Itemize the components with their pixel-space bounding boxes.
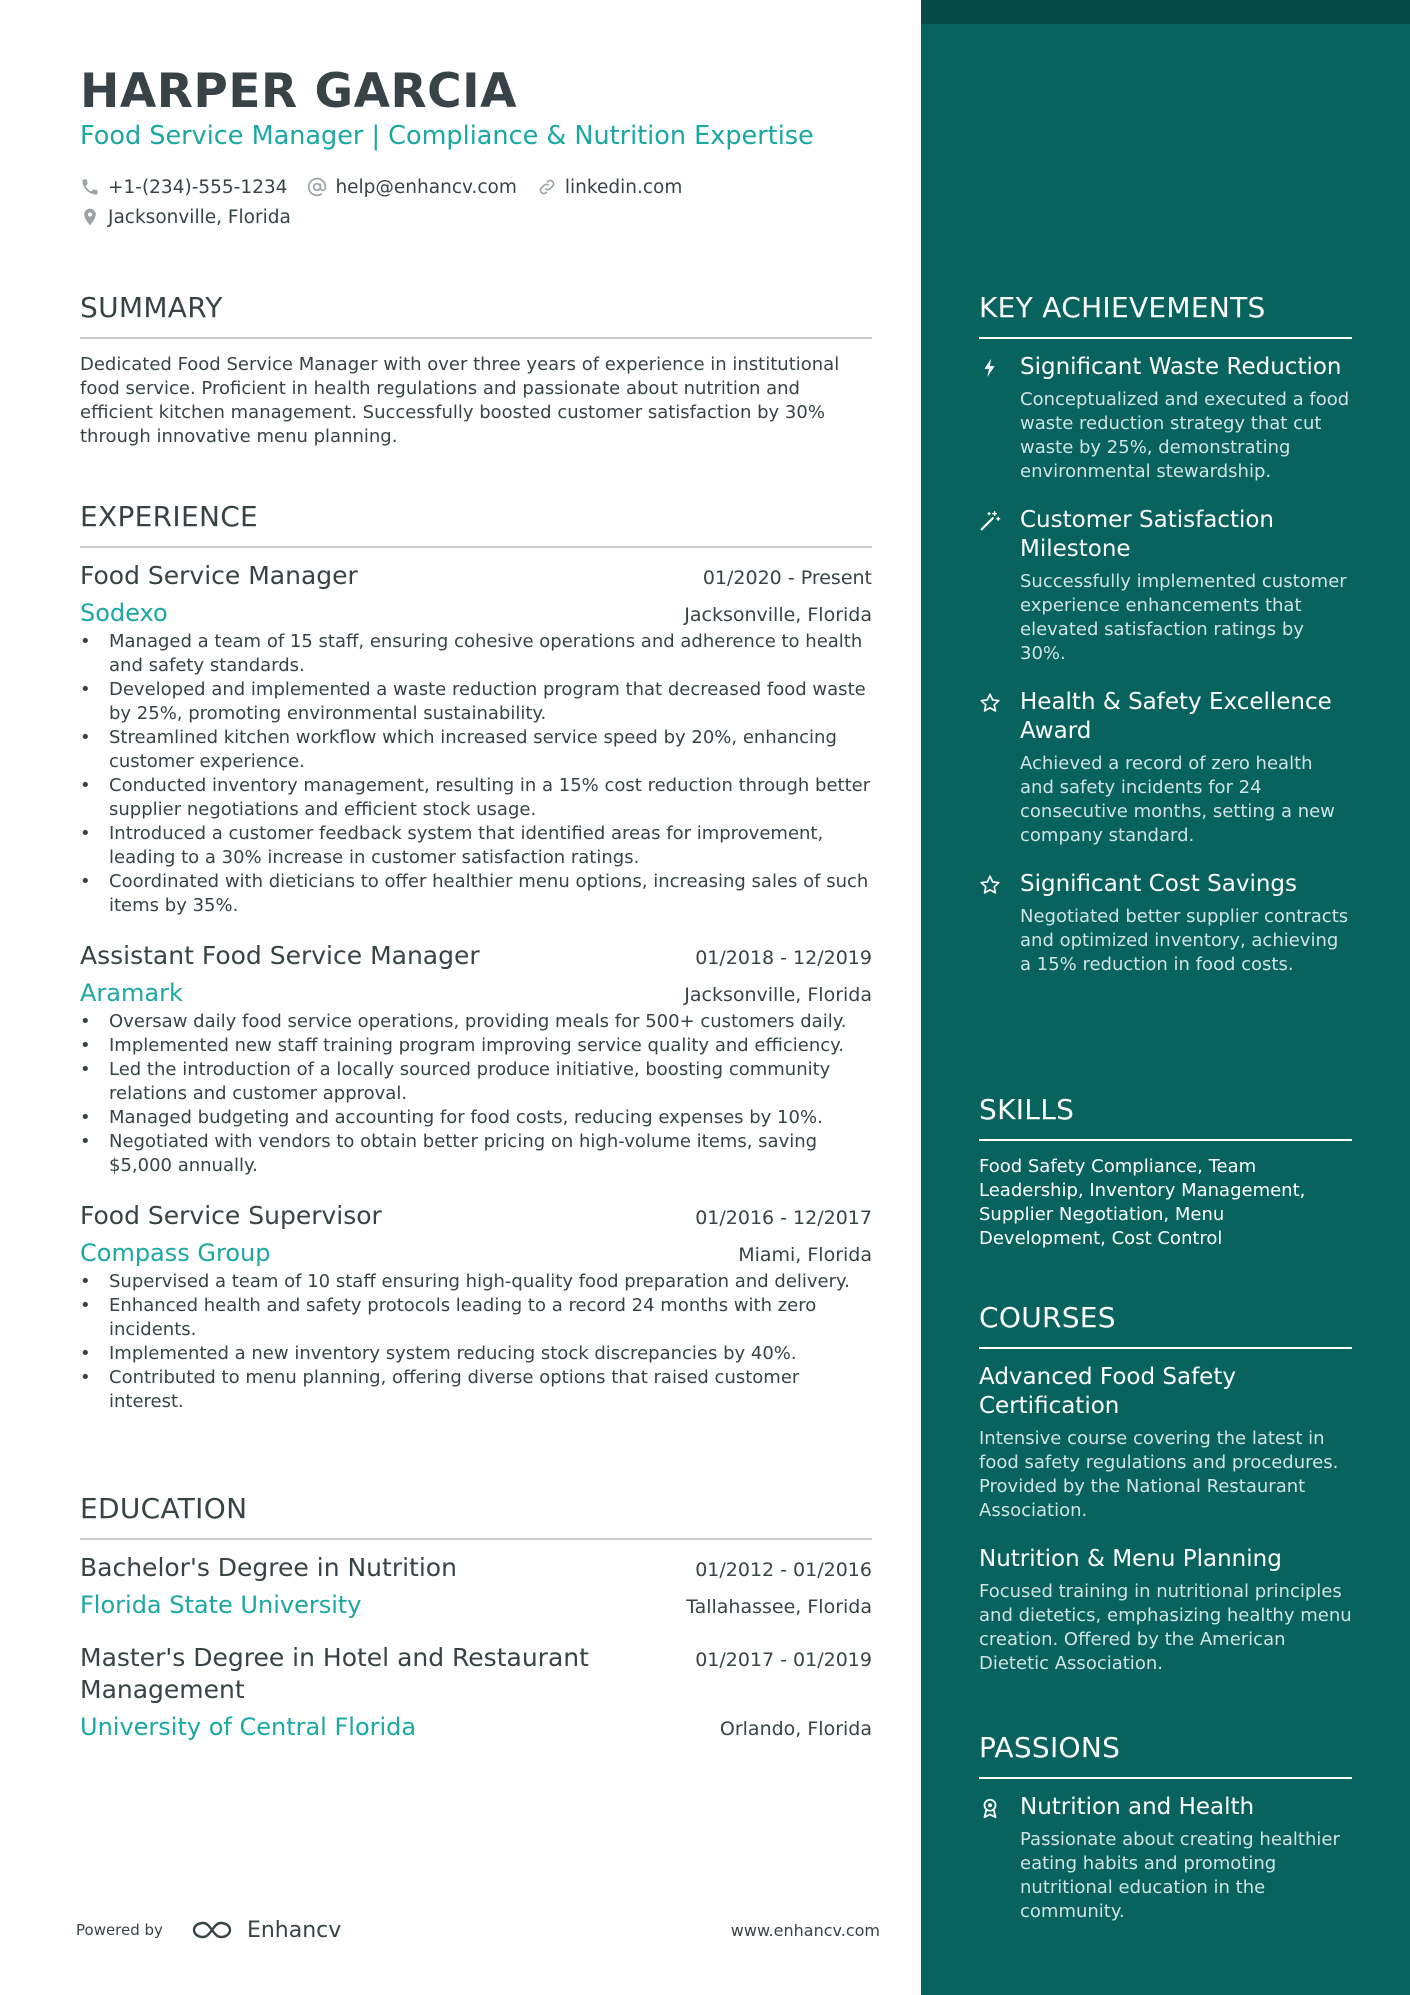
- skills-title: SKILLS: [979, 1093, 1352, 1141]
- course-title: Nutrition & Menu Planning: [979, 1546, 1282, 1572]
- experience-title: EXPERIENCE: [80, 500, 872, 548]
- job-title: Food Service Supervisor: [80, 1201, 382, 1230]
- passions-title: PASSIONS: [979, 1731, 1352, 1779]
- bullet-item: • Enhanced health and safety protocols leading to a record 24 months with zero incidents.: [80, 1294, 872, 1342]
- bullet-item: • Implemented new staff training program improving service quality and efficiency.: [80, 1034, 872, 1058]
- star-icon: [979, 874, 1001, 896]
- award-ribbon-icon: [979, 1797, 1001, 1819]
- education-date: 01/2017 - 01/2019: [695, 1649, 872, 1671]
- achievements-title: KEY ACHIEVEMENTS: [979, 291, 1352, 339]
- achievement-title: Significant Cost Savings: [1020, 871, 1297, 897]
- location-text: Jacksonville, Florida: [108, 206, 291, 228]
- job-location: Miami, Florida: [738, 1244, 872, 1266]
- skills-section: [979, 1093, 1352, 1251]
- job-bullets: [80, 1010, 872, 1178]
- phone-text: +1-(234)-555-1234: [108, 176, 288, 198]
- job-location: Jacksonville, Florida: [684, 984, 872, 1006]
- job-title: Food Service Manager: [80, 561, 358, 590]
- achievement-desc: Negotiated better supplier contracts and optimized inventory, achieving a 15% reduction in food costs.: [1020, 906, 1349, 975]
- linkedin-contact[interactable]: [537, 177, 682, 198]
- summary-section: [80, 291, 872, 449]
- bullet-item: • Introduced a customer feedback system that identified areas for improvement, leading to a 30% increase in customer satisfaction ratings.: [80, 822, 872, 870]
- bolt-icon: [979, 357, 1001, 379]
- contact-info: [80, 172, 702, 232]
- bullet-item: • Managed a team of 15 staff, ensuring cohesive operations and adherence to health and safety standards.: [80, 630, 872, 678]
- experience-section: [80, 500, 872, 1414]
- location-pin-icon: [80, 207, 100, 227]
- bullet-item: • Coordinated with dieticians to offer healthier menu options, increasing sales of such items by 35%.: [80, 870, 872, 918]
- achievement-item: [979, 353, 1352, 484]
- bullet-item: • Oversaw daily food service operations, providing meals for 500+ customers daily.: [80, 1010, 872, 1034]
- job-entry: [80, 1200, 872, 1414]
- star-icon: [979, 692, 1001, 714]
- powered-by-text: Powered by: [76, 1921, 163, 1939]
- achievement-desc: Achieved a record of zero health and safety incidents for 24 consecutive months, setting a new company standard.: [1020, 753, 1335, 846]
- job-entry: [80, 560, 872, 918]
- school-name: University of Central Florida: [80, 1713, 417, 1741]
- summary-text: Dedicated Food Service Manager with over three years of experience in institutional food service. Proficient in health regulations and passionate about nutrition and efficient kitchen management. Successfully boosted customer satisfaction by 30% through innovative menu planning.: [80, 354, 840, 447]
- degree-title: Master's Degree in Hotel and Restaurant Management: [80, 1643, 589, 1704]
- magic-wand-icon: [979, 510, 1001, 532]
- brand-logo[interactable]: [189, 1918, 341, 1943]
- candidate-headline: Food Service Manager | Compliance & Nutrition Expertise: [80, 121, 814, 151]
- achievement-title: Customer Satisfaction Milestone: [1020, 507, 1275, 562]
- courses-title: COURSES: [979, 1301, 1352, 1349]
- bullet-item: • Streamlined kitchen workflow which increased service speed by 20%, enhancing customer experience.: [80, 726, 872, 774]
- skills-text: Food Safety Compliance, Team Leadership, Inventory Management, Supplier Negotiation, Menu Development, Cost Control: [979, 1156, 1306, 1249]
- bullet-item: • Supervised a team of 10 staff ensuring high-quality food preparation and delivery.: [80, 1270, 872, 1294]
- bullet-item: • Developed and implemented a waste reduction program that decreased food waste by 25%, promoting environmental sustainability.: [80, 678, 872, 726]
- link-icon: [537, 177, 557, 197]
- footer: [76, 1915, 880, 1945]
- achievements-section: [979, 291, 1352, 977]
- passion-item: [979, 1793, 1352, 1924]
- bullet-item: • Led the introduction of a locally sourced produce initiative, boosting community relations and customer approval.: [80, 1058, 872, 1106]
- achievement-desc: Conceptualized and executed a food waste reduction strategy that cut waste by 25%, demonstrating environmental stewardship.: [1020, 389, 1350, 482]
- bullet-item: • Conducted inventory management, resulting in a 15% cost reduction through better supplier negotiations and efficient stock usage.: [80, 774, 872, 822]
- company-name: Compass Group: [80, 1239, 271, 1267]
- achievement-item: [979, 688, 1352, 848]
- bullet-item: • Contributed to menu planning, offering diverse options that raised customer interest.: [80, 1366, 872, 1414]
- school-name: Florida State University: [80, 1591, 362, 1619]
- education-entry: [80, 1642, 872, 1742]
- education-title: EDUCATION: [80, 1492, 872, 1540]
- candidate-name: HARPER GARCIA: [80, 64, 518, 119]
- education-section: [80, 1492, 872, 1742]
- bullet-item: • Managed budgeting and accounting for food costs, reducing expenses by 10%.: [80, 1106, 872, 1130]
- education-location: Orlando, Florida: [719, 1718, 872, 1740]
- website-link[interactable]: www.enhancv.com: [730, 1921, 880, 1940]
- job-date: 01/2018 - 12/2019: [695, 947, 872, 969]
- courses-section: [979, 1301, 1352, 1676]
- summary-title: SUMMARY: [80, 291, 872, 339]
- passion-title: Nutrition and Health: [1020, 1794, 1255, 1820]
- bullet-item: • Implemented a new inventory system reducing stock discrepancies by 40%.: [80, 1342, 872, 1366]
- course-item: [979, 1363, 1352, 1523]
- education-entry: [80, 1552, 872, 1620]
- course-title: Advanced Food Safety Certification: [979, 1364, 1236, 1419]
- sidebar-top-band: [921, 0, 1410, 24]
- phone-contact: [80, 177, 287, 198]
- job-bullets: [80, 630, 872, 918]
- achievement-title: Health & Safety Excellence Award: [1020, 689, 1332, 744]
- bullet-item: • Negotiated with vendors to obtain better pricing on high-volume items, saving $5,000 annually.: [80, 1130, 872, 1178]
- course-desc: Intensive course covering the latest in food safety regulations and procedures. Provided by the National Restaurant Association.: [979, 1428, 1339, 1521]
- sidebar: [921, 0, 1410, 1995]
- job-date: 01/2020 - Present: [702, 567, 872, 589]
- degree-title: Bachelor's Degree in Nutrition: [80, 1553, 457, 1582]
- education-location: Tallahassee, Florida: [686, 1596, 872, 1618]
- enhancv-logo-icon: [189, 1918, 235, 1942]
- course-item: [979, 1545, 1352, 1676]
- achievement-item: [979, 870, 1352, 977]
- course-desc: Focused training in nutritional principles and dietetics, emphasizing healthy menu creation. Offered by the American Dietetic Association.: [979, 1581, 1352, 1674]
- education-date: 01/2012 - 01/2016: [695, 1559, 872, 1581]
- job-date: 01/2016 - 12/2017: [695, 1207, 872, 1229]
- achievement-title: Significant Waste Reduction: [1020, 354, 1342, 380]
- job-location: Jacksonville, Florida: [684, 604, 872, 626]
- at-sign-icon: [307, 177, 327, 197]
- company-name: Aramark: [80, 979, 183, 1007]
- passions-section: [979, 1731, 1352, 1924]
- achievement-item: [979, 506, 1352, 666]
- job-title: Assistant Food Service Manager: [80, 941, 480, 970]
- company-name: Sodexo: [80, 599, 168, 627]
- job-entry: [80, 940, 872, 1178]
- job-bullets: [80, 1270, 872, 1414]
- email-text[interactable]: help@enhancv.com: [335, 176, 517, 198]
- location-contact: [80, 207, 291, 228]
- achievement-desc: Successfully implemented customer experience enhancements that elevated satisfaction ratings by 30%.: [1020, 571, 1347, 664]
- phone-icon: [80, 177, 100, 197]
- brand-name: Enhancv: [246, 1917, 342, 1943]
- passion-desc: Passionate about creating healthier eating habits and promoting nutritional education in the community.: [1020, 1829, 1340, 1922]
- email-contact[interactable]: [307, 177, 516, 198]
- linkedin-text[interactable]: linkedin.com: [564, 176, 683, 198]
